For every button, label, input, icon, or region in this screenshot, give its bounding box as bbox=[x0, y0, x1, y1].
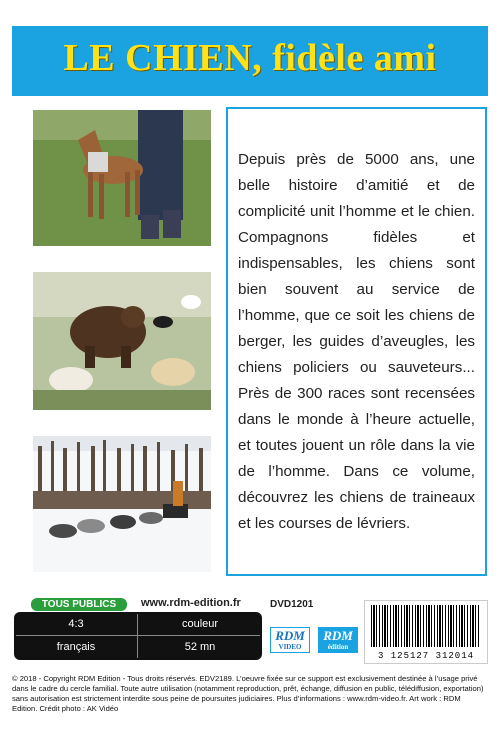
rdm-edition-logo bbox=[318, 627, 358, 653]
rdm-edition-logo-text: RDM bbox=[323, 628, 353, 643]
rdm-video-logo bbox=[270, 627, 310, 653]
page-title: LE CHIEN, fidèle ami bbox=[63, 37, 437, 79]
spec-color: couleur bbox=[181, 618, 219, 630]
rdm-video-logo-text: RDM bbox=[275, 628, 305, 643]
description-panel bbox=[226, 107, 487, 576]
table-divider bbox=[137, 614, 138, 658]
audience-badge: TOUS PUBLICS bbox=[31, 598, 127, 611]
barcode bbox=[364, 600, 488, 664]
website-link[interactable]: www.rdm-edition.fr bbox=[141, 597, 241, 609]
spec-aspect: 4:3 bbox=[68, 618, 84, 630]
table-divider bbox=[16, 635, 260, 636]
spec-language: français bbox=[56, 641, 96, 653]
description-text: Depuis près de 5000 ans, une belle histoire d’amitié et de complicité unit l’homme et le chien. Compagnons fidèles et indispensables, les chiens sont bien souvent au service de l’homme, que ce soit les chiens de berger, les guides d’aveugles, les chiens policiers ou sauveteurs... Près de 300 races sont recensées dans le monde à l’heure actuelle, et toutes jouent un rôle dans la vie de l’homme. Dans ce volume, découvrez les chiens de traineaux et les courses de lévriers. bbox=[238, 151, 475, 532]
product-reference: DVD1201 bbox=[270, 599, 314, 610]
photo-dog-walking bbox=[33, 110, 211, 246]
spec-duration: 52 mn bbox=[184, 641, 216, 653]
rdm-video-logo-sub: VIDEO bbox=[278, 643, 302, 651]
legal-notice: © 2018 - Copyright RDM Edition - Tous droits réservés. EDV2189. L’oeuvre fixée sur ce support est exclusivement destinée à l’usage privé dans le cadre du cercle familial. Toute autre utilisation (notamment reproduction, prêt, échange, diffusion en public, télédiffusion, exportation) sans autorisation est strictement interdite sous peine de poursuites judiciaires. Plus d’informations : www.rdm-video.fr. Art work : RDM Edition. Crédit photo : AK Vidéo bbox=[12, 674, 484, 713]
specs-table bbox=[14, 612, 262, 660]
title-banner bbox=[12, 26, 488, 96]
barcode-bars bbox=[371, 605, 481, 647]
photo-sled-dogs bbox=[33, 436, 211, 572]
barcode-digits: 3 125127 312014 bbox=[377, 651, 474, 661]
painting-bear-and-dogs bbox=[33, 272, 211, 410]
rdm-edition-logo-sub: édition bbox=[327, 643, 349, 651]
